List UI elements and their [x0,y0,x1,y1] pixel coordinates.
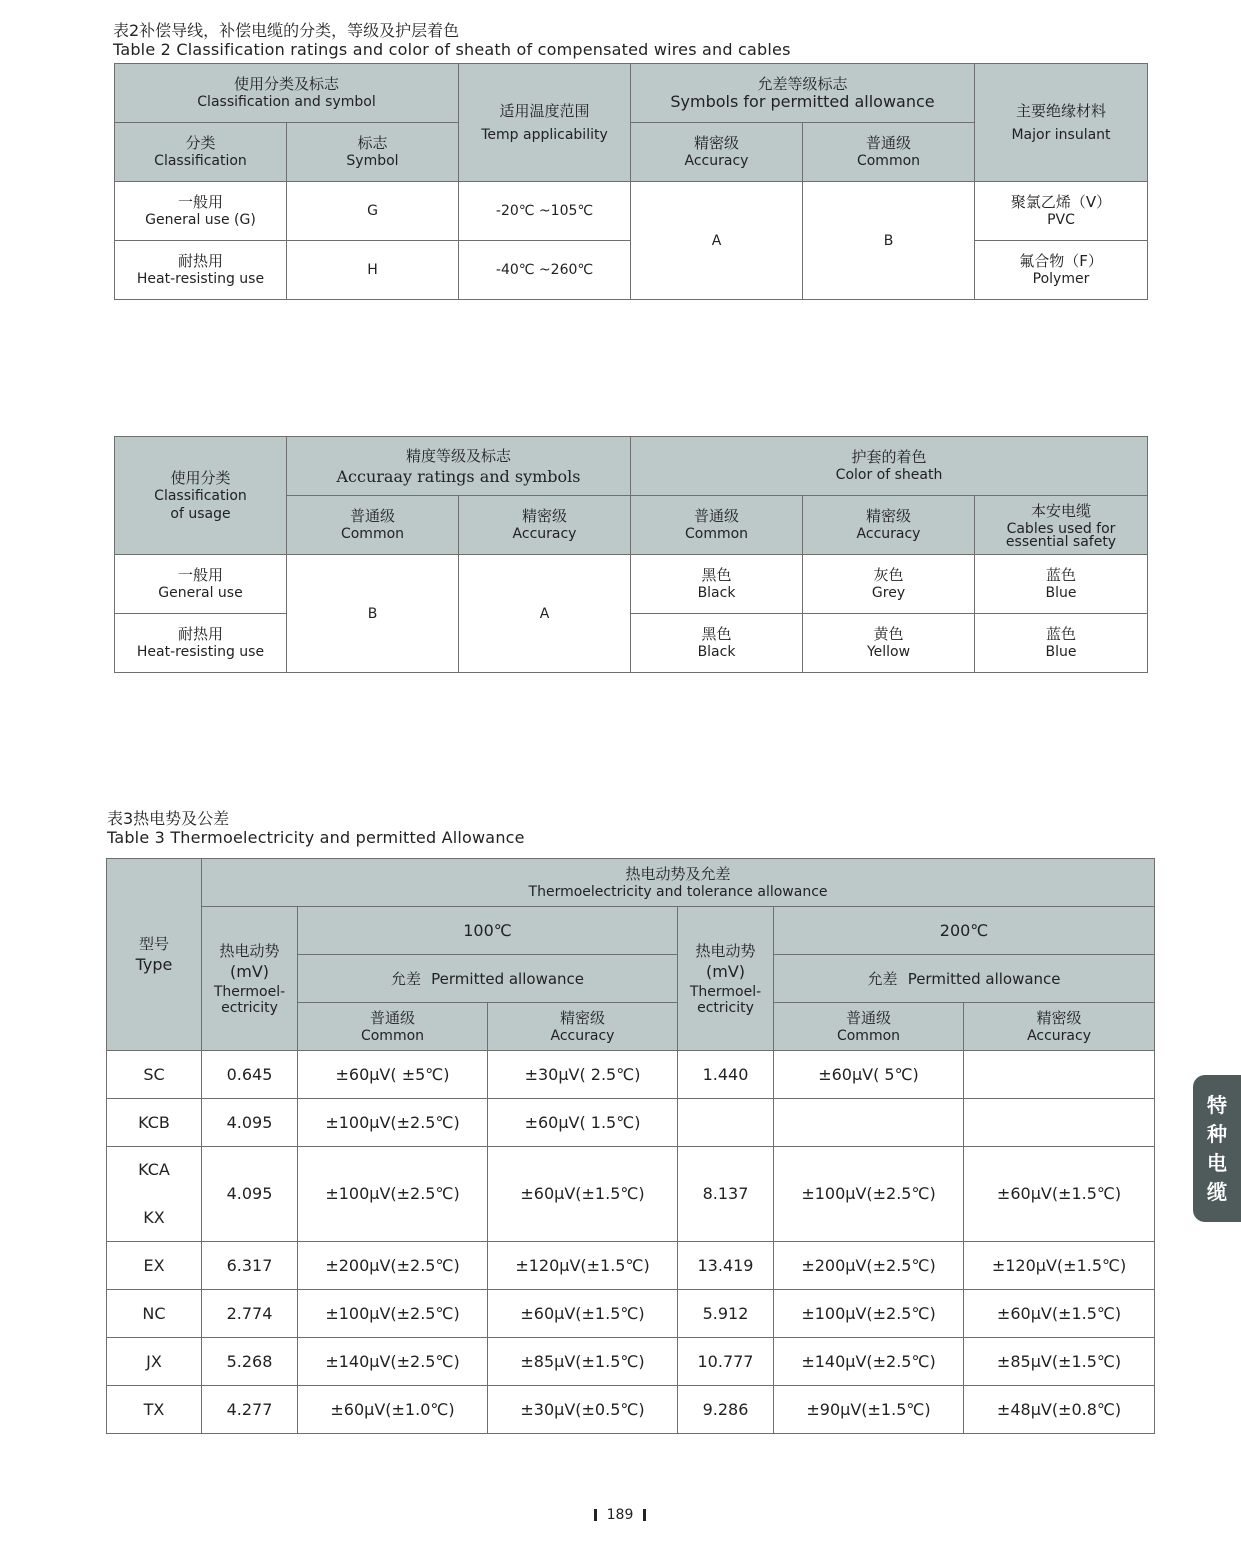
header-text-cn: 本安电缆 [1031,501,1092,520]
table3-caption-cn: 表3热电势及公差 [107,809,230,828]
header-text-cn: 精密级 [1036,1008,1082,1027]
header-text-en: Permitted allowance [431,969,585,988]
cell-emf-200 [678,1099,774,1147]
header-text-cn: 适用温度范围 [499,101,590,120]
table2-caption-en: Table 2 Classification ratings and color of sheath of compensated wires and cables [113,40,791,59]
header-text-en: Classification [154,487,247,504]
header-text-cn: 热电动势及允差 [625,864,731,883]
cell-common-200: ±200μV(±2.5℃) [774,1242,964,1290]
header-text-en: Accuracy [856,526,921,542]
header-text-en: of usage [170,505,231,522]
header-emf-200 [678,907,774,1051]
header-text-cn: 分类 [185,134,216,152]
cell-accuracy-200: ±85μV(±1.5℃) [964,1338,1155,1386]
cell-type: TX [107,1386,202,1434]
cell-common-200: ±140μV(±2.5℃) [774,1338,964,1386]
header-text-en: ectricity [221,999,278,1016]
side-tab-char: 缆 [1207,1179,1227,1204]
header-text-en: Thermoel- [213,983,286,1000]
cell-text-en: Blue [1045,644,1077,660]
cell-safety-color [975,614,1148,673]
header-permitted-allowance-100 [298,955,678,1003]
cell-temp: -20℃ ~105℃ [459,182,631,241]
table-row [107,1290,1155,1338]
cell-accuracy-200: ±48μV(±0.8℃) [964,1386,1155,1434]
header-text-cn: 允差等级标志 [757,75,848,93]
header-accuracy [803,496,975,555]
header-main [202,859,1155,907]
cell-common-rating: B [287,555,459,673]
header-text-en: Symbols for permitted allowance [670,92,935,111]
header-text-en: Common [684,526,749,542]
header-text-cn: 标志 [357,134,388,152]
cell-common-color [631,614,803,673]
cell-type-kca: KCA [138,1160,170,1179]
cell-text-cn: 黑色 [701,566,732,584]
header-text-cn: 型号 [138,935,169,953]
cell-usage [115,614,287,673]
cell-symbol: H [287,241,459,300]
side-tab-char: 种 [1207,1121,1227,1146]
cell-text-en: General use [158,585,243,601]
side-tab-char: 电 [1207,1150,1227,1175]
header-text-cn: 精度等级及标志 [406,446,512,465]
header-accuracy [631,123,803,182]
header-text-en: Color of sheath [835,467,943,483]
page-number [590,1505,650,1525]
cell-text-cn: 氟合物（F） [1019,252,1103,270]
cell-common-200: ±100μV(±2.5℃) [774,1290,964,1338]
table3-caption [107,809,525,847]
table2-caption-cn: 表2补偿导线，补偿电缆的分类，等级及护层着色 [113,21,460,40]
cell-accuracy-color [803,614,975,673]
header-text-en: Cables used for [1006,520,1116,537]
cell-type: NC [107,1290,202,1338]
cell-common-100: ±100μV(±2.5℃) [298,1147,488,1242]
cell-emf-200: 10.777 [678,1338,774,1386]
table-row [107,1386,1155,1434]
cell-emf-200: 5.912 [678,1290,774,1338]
cell-emf-200: 1.440 [678,1051,774,1099]
cell-insulant [975,241,1148,300]
header-insulant [975,64,1148,182]
cell-emf-100: 5.268 [202,1338,298,1386]
header-emf-100 [202,907,298,1051]
cell-accuracy-100: ±30μV( 2.5℃) [488,1051,678,1099]
header-text-en: Classification and symbol [197,94,376,110]
cell-text-cn: 黄色 [873,625,904,643]
header-text-en: Common [856,153,921,169]
table2-caption [113,21,791,59]
sheath-color-table [114,436,1148,673]
header-text-cn: 护套的着色 [851,448,927,466]
header-text-cn: 使用分类 [170,468,231,487]
table-row [115,555,1148,614]
cell-text-en: General use (G) [145,212,256,228]
cell-common: B [803,182,975,300]
cell-text-cn: 聚氯乙烯（V） [1010,193,1112,211]
header-text-en: Thermoelectricity and tolerance allowance [528,883,828,900]
cell-common-200 [774,1099,964,1147]
cell-type: JX [107,1338,202,1386]
header-usage [115,437,287,555]
cell-accuracy-color [803,555,975,614]
header-text-cn: 普通级 [694,507,740,525]
cell-text-cn: 一般用 [177,566,223,584]
header-text-en: Type [135,955,173,974]
cell-accuracy-100: ±120μV(±1.5℃) [488,1242,678,1290]
cell-classification [115,241,287,300]
cell-accuracy-200 [964,1051,1155,1099]
cell-text-cn: 一般用 [177,193,223,211]
cell-common-100: ±60μV(±1.0℃) [298,1386,488,1434]
header-100c: 100℃ [298,907,678,955]
cell-emf-200: 9.286 [678,1386,774,1434]
header-text-cn: 热电动势 [219,941,280,960]
cell-text-cn: 灰色 [873,566,904,584]
cell-text-en: Grey [871,585,906,601]
header-common [631,496,803,555]
header-allowance [631,64,975,123]
header-text-en: Accuraay ratings and symbols [336,466,581,486]
cell-emf-100: 6.317 [202,1242,298,1290]
header-text-en: Major insulant [1011,126,1111,143]
header-common [803,123,975,182]
header-common-200 [774,1003,964,1051]
header-text-unit: (mV) [229,961,269,981]
header-classification-symbol [115,64,459,123]
header-text-cn: 精密级 [866,507,912,525]
cell-accuracy-rating: A [459,555,631,673]
header-text-en: Permitted allowance [907,969,1061,988]
header-text-cn: 普通级 [845,1008,891,1027]
cell-text-en: Yellow [866,644,911,660]
cell-text-cn: 蓝色 [1046,625,1077,643]
header-text-cn: 普通级 [369,1008,415,1027]
cell-text-en: Black [697,585,736,601]
cell-text-cn: 耐热用 [177,625,223,643]
cell-common-color [631,555,803,614]
page-number-bar-left [594,1509,597,1521]
side-tab-char: 特 [1207,1092,1227,1117]
header-classification [115,123,287,182]
header-text-en: Temp applicability [481,126,608,143]
header-text-en: Accuracy [550,1027,615,1044]
cell-emf-100: 4.277 [202,1386,298,1434]
header-text-cn: 热电动势 [695,941,756,960]
cell-text-en: Black [697,644,736,660]
cell-safety-color [975,555,1148,614]
cell-usage [115,555,287,614]
cell-accuracy-100: ±60μV(±1.5℃) [488,1147,678,1242]
cell-insulant [975,182,1148,241]
page-number-text: 189 [606,1507,634,1523]
header-text-cn: 普通级 [349,507,395,525]
table-row [107,1099,1155,1147]
cell-emf-100: 2.774 [202,1290,298,1338]
header-text-en: Symbol [346,153,399,169]
cell-text-cn: 黑色 [701,625,732,643]
cell-accuracy-200 [964,1099,1155,1147]
header-common [287,496,459,555]
cell-common-100: ±140μV(±2.5℃) [298,1338,488,1386]
header-text-en: Classification [154,153,247,169]
cell-common-200: ±100μV(±2.5℃) [774,1147,964,1242]
header-accuracy [459,496,631,555]
header-text-cn: 精密级 [693,134,739,152]
page-number-bar-right [643,1509,646,1521]
table3-caption-en: Table 3 Thermoelectricity and permitted Allowance [107,828,525,847]
cell-common-200: ±60μV( 5℃) [774,1051,964,1099]
table-row [107,1338,1155,1386]
header-text-en: ectricity [697,999,754,1016]
header-essential-safety [975,496,1148,555]
cell-common-100: ±60μV( ±5℃) [298,1051,488,1099]
header-text-cn: 普通级 [866,134,912,152]
cell-emf-200: 8.137 [678,1147,774,1242]
header-text-cn: 允差 [390,969,421,988]
cell-text-en: Blue [1045,585,1077,601]
header-type [107,859,202,1051]
header-text-cn: 主要绝缘材料 [1016,101,1107,120]
header-text-cn: 允差 [867,969,898,988]
cell-accuracy-200: ±120μV(±1.5℃) [964,1242,1155,1290]
header-text-unit: (mV) [705,961,745,981]
thermoelectricity-table [106,858,1155,1434]
table-row [107,1147,1155,1242]
cell-accuracy-200: ±60μV(±1.5℃) [964,1147,1155,1242]
header-accuracy-100 [488,1003,678,1051]
cell-type-kx: KX [143,1208,165,1227]
header-text-en: Accuracy [512,526,577,542]
cell-type: EX [107,1242,202,1290]
cell-common-100: ±100μV(±2.5℃) [298,1099,488,1147]
cell-accuracy-200: ±60μV(±1.5℃) [964,1290,1155,1338]
cell-emf-200: 13.419 [678,1242,774,1290]
header-common-100 [298,1003,488,1051]
header-200c: 200℃ [774,907,1155,955]
header-text-en: Accuracy [684,153,749,169]
cell-common-100: ±100μV(±2.5℃) [298,1290,488,1338]
header-permitted-allowance-200 [774,955,1155,1003]
header-accuracy-200 [964,1003,1155,1051]
cell-accuracy-100: ±60μV( 1.5℃) [488,1099,678,1147]
header-sheath-color [631,437,1148,496]
classification-table [114,63,1148,300]
header-symbol [287,123,459,182]
header-text-en: Common [836,1027,901,1044]
cell-emf-100: 4.095 [202,1099,298,1147]
cell-classification [115,182,287,241]
table-row [115,182,1148,241]
cell-text-en: PVC [1047,212,1075,228]
cell-accuracy-100: ±30μV(±0.5℃) [488,1386,678,1434]
cell-temp: -40℃ ~260℃ [459,241,631,300]
header-text-en: essential safety [1005,533,1117,550]
table-row [107,1051,1155,1099]
cell-accuracy: A [631,182,803,300]
cell-text-en: Heat-resisting use [136,271,265,287]
header-temp [459,64,631,182]
cell-type [107,1147,202,1242]
header-text-en: Common [360,1027,425,1044]
cell-emf-100: 0.645 [202,1051,298,1099]
cell-text-en: Polymer [1032,271,1090,287]
header-text-cn: 精密级 [559,1008,605,1027]
header-ratings [287,437,631,496]
cell-accuracy-100: ±85μV(±1.5℃) [488,1338,678,1386]
cell-type: KCB [107,1099,202,1147]
header-text-en: Common [340,526,405,542]
cell-text-cn: 耐热用 [177,252,223,270]
header-text-cn: 使用分类及标志 [233,75,339,93]
header-text-en: Accuracy [1027,1027,1091,1044]
cell-common-100: ±200μV(±2.5℃) [298,1242,488,1290]
section-side-tab[interactable] [1193,1075,1241,1222]
cell-symbol: G [287,182,459,241]
cell-emf-100: 4.095 [202,1147,298,1242]
table-row [115,614,1148,673]
header-text-cn: 精密级 [522,507,568,525]
cell-accuracy-100: ±60μV(±1.5℃) [488,1290,678,1338]
cell-text-cn: 蓝色 [1046,566,1077,584]
header-text-en: Thermoel- [689,983,762,1000]
cell-common-200: ±90μV(±1.5℃) [774,1386,964,1434]
cell-text-en: Heat-resisting use [136,644,265,660]
cell-type: SC [107,1051,202,1099]
table-row [107,1242,1155,1290]
